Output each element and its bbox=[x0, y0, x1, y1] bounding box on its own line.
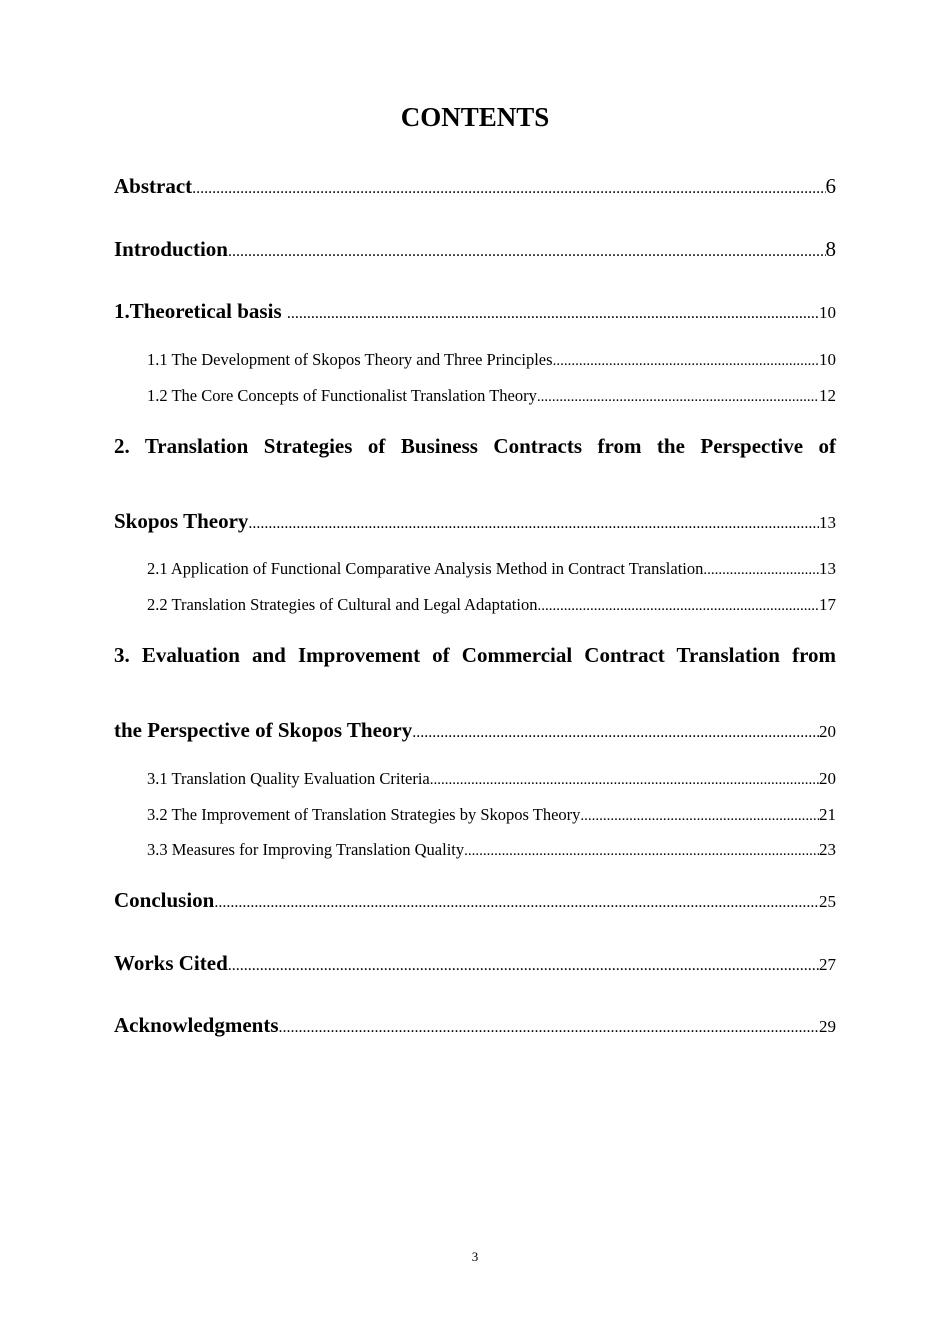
dot-leader bbox=[228, 238, 826, 266]
dot-leader bbox=[214, 889, 819, 917]
toc-entry-chapter-3[interactable] bbox=[114, 716, 836, 747]
toc-entry-works-cited[interactable] bbox=[114, 949, 836, 980]
toc-entry-page: 27 bbox=[819, 955, 836, 974]
toc-entry-page: 29 bbox=[819, 1017, 836, 1036]
dot-leader bbox=[248, 510, 819, 538]
toc-entry-title: Works Cited bbox=[114, 951, 228, 975]
toc-entry-page: 6 bbox=[825, 174, 836, 198]
toc-entry-chapter-2-line-1[interactable]: 2. Translation Strategies of Business Contracts from the Perspective of bbox=[114, 434, 836, 458]
toc-entry-page: 8 bbox=[825, 237, 836, 261]
toc-entry-acknowledgments[interactable] bbox=[114, 1011, 836, 1042]
dot-leader bbox=[537, 386, 819, 408]
dot-leader bbox=[537, 595, 819, 617]
toc-entry-section-1-1[interactable] bbox=[147, 349, 836, 372]
toc-entry-section-3-3[interactable] bbox=[147, 839, 836, 862]
toc-entry-page: 12 bbox=[819, 386, 836, 405]
toc-entry-title: 3.1 Translation Quality Evaluation Criteria bbox=[147, 769, 430, 788]
toc-entry-chapter-1[interactable] bbox=[114, 297, 836, 328]
dot-leader bbox=[464, 840, 819, 862]
toc-entry-title: 2.1 Application of Functional Comparative Analysis Method in Contract Translation bbox=[147, 559, 704, 578]
dot-leader bbox=[580, 805, 819, 827]
dot-leader bbox=[412, 719, 819, 747]
dot-leader bbox=[287, 300, 819, 328]
page-number: 3 bbox=[471, 1249, 479, 1264]
toc-entry-page: 21 bbox=[819, 805, 836, 824]
toc-entry-page: 20 bbox=[819, 722, 836, 741]
toc-entry-title: 2.2 Translation Strategies of Cultural and Legal Adaptation bbox=[147, 595, 538, 614]
toc-entry-introduction[interactable] bbox=[114, 235, 836, 266]
dot-leader bbox=[703, 559, 819, 581]
toc-entry-page: 25 bbox=[819, 892, 836, 911]
dot-leader bbox=[279, 1014, 819, 1042]
toc-entry-page: 13 bbox=[819, 559, 836, 578]
toc-entry-section-3-2[interactable] bbox=[147, 804, 836, 827]
toc-entry-title: 1.Theoretical basis bbox=[114, 299, 287, 323]
toc-entry-page: 17 bbox=[819, 595, 836, 614]
dot-leader bbox=[228, 952, 819, 980]
toc-entry-chapter-2[interactable] bbox=[114, 507, 836, 538]
toc-entry-title: 1.2 The Core Concepts of Functionalist Translation Theory bbox=[147, 386, 537, 405]
toc-entry-title: Skopos Theory bbox=[114, 509, 249, 533]
toc-entry-title: the Perspective of Skopos Theory bbox=[114, 718, 413, 742]
toc-entry-page: 13 bbox=[819, 513, 836, 532]
dot-leader bbox=[553, 350, 819, 372]
toc-entry-title: Abstract bbox=[114, 174, 193, 198]
toc-entry-abstract[interactable] bbox=[114, 172, 836, 203]
dot-leader bbox=[430, 769, 819, 791]
toc-entry-section-2-2[interactable] bbox=[147, 594, 836, 617]
toc-entry-page: 10 bbox=[819, 350, 836, 369]
toc-entry-page: 23 bbox=[819, 840, 836, 859]
toc-entry-title: Acknowledgments bbox=[114, 1013, 279, 1037]
toc-entry-title: 3.3 Measures for Improving Translation Quality bbox=[147, 840, 465, 859]
toc-entry-conclusion[interactable] bbox=[114, 886, 836, 917]
toc-entry-section-1-2[interactable] bbox=[147, 385, 836, 408]
toc-entry-title: 3.2 The Improvement of Translation Strategies by Skopos Theory bbox=[147, 805, 581, 824]
toc-entry-section-2-1[interactable] bbox=[147, 558, 836, 581]
toc-entry-title: Introduction bbox=[114, 237, 228, 261]
toc-entry-title: 1.1 The Development of Skopos Theory and Three Principles bbox=[147, 350, 553, 369]
toc-entry-section-3-1[interactable] bbox=[147, 768, 836, 791]
toc-entry-page: 20 bbox=[819, 769, 836, 788]
toc-entry-chapter-3-line-1[interactable]: 3. Evaluation and Improvement of Commercial Contract Translation from bbox=[114, 643, 836, 667]
dot-leader bbox=[192, 175, 825, 203]
toc-entry-title: Conclusion bbox=[114, 888, 215, 912]
page-title: CONTENTS bbox=[400, 102, 550, 132]
toc-entry-page: 10 bbox=[819, 303, 836, 322]
